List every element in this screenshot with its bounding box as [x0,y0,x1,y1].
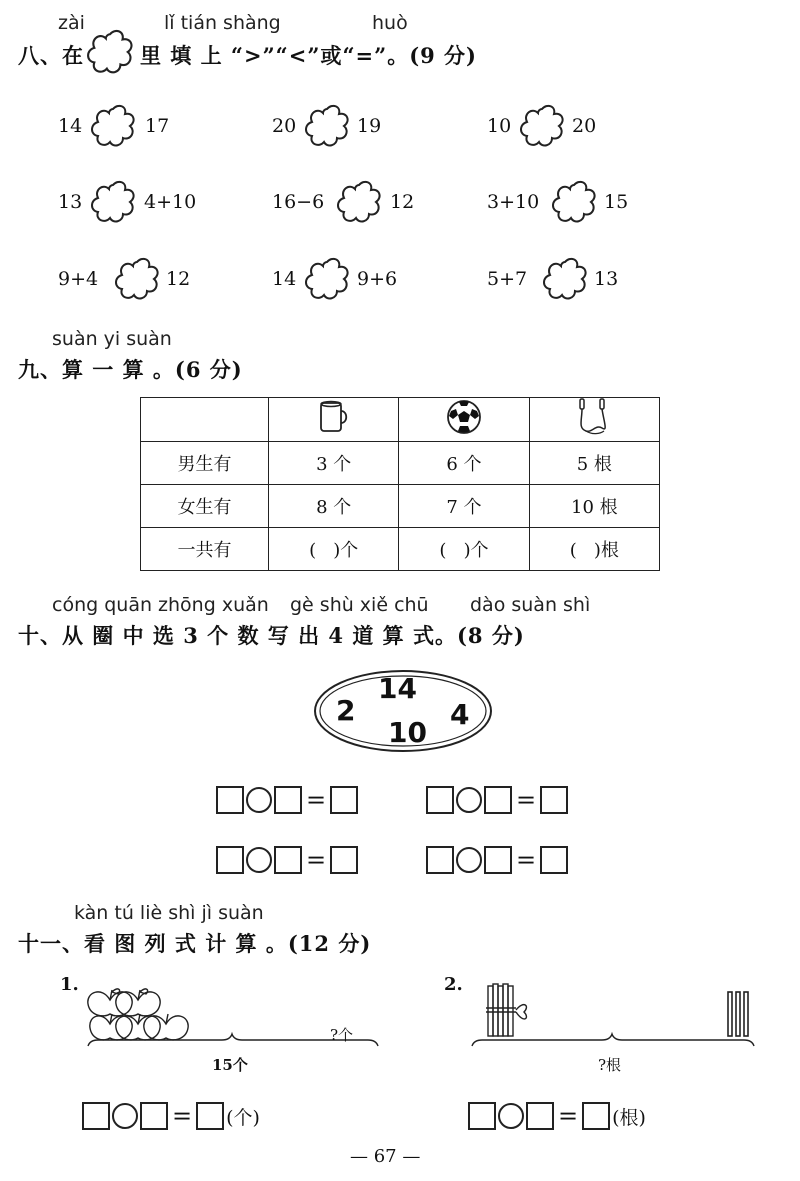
compare-right: 4+10 [144,191,197,213]
operator-circle[interactable] [246,787,272,813]
compare-left: 14 [58,115,83,137]
equals-sign: = [516,786,537,814]
compare-left: 10 [487,115,512,137]
equation-template [468,1102,646,1130]
compare-right: 19 [357,115,382,137]
answer-box[interactable] [330,786,358,814]
circle-number: 2 [336,694,356,727]
stick-bundle-icon [486,984,526,1036]
operator-circle[interactable] [112,1103,138,1129]
flower-blank-icon [86,28,134,76]
compare-right: 13 [594,268,619,290]
total-answer-cell[interactable]: ( )个 [399,528,529,571]
answer-box[interactable] [484,786,512,814]
pinyin-dao-suan-shi: dào suàn shì [470,594,591,616]
sticks-diagram [466,978,760,1048]
equals-sign: = [172,1102,193,1130]
section10-heading: 十、从 圈 中 选 3 个 数 写 出 4 道 算 式。(8 分) [18,623,525,648]
flower-answer-slot[interactable] [114,256,160,302]
pinyin-li-tian-shang: lǐ tián shàng [164,12,281,34]
flower-answer-slot[interactable] [90,179,136,225]
compare-left: 16−6 [272,191,325,213]
answer-box[interactable] [140,1102,168,1130]
pinyin-ge-shu-xie-chu: gè shù xiě chū [290,594,429,616]
flower-answer-slot[interactable] [90,103,136,149]
compare-right: 12 [390,191,415,213]
section8-heading-end: 里 填 上 “>”“<”或“=”。(9 分) [140,43,477,68]
compare-left: 13 [58,191,83,213]
loose-sticks-icon [728,992,748,1036]
answer-box[interactable] [426,846,454,874]
flower-answer-slot[interactable] [336,179,382,225]
apple-icon [116,989,160,1016]
row-label-boys: 男生有 [141,442,269,485]
operator-circle[interactable] [456,847,482,873]
answer-box[interactable] [330,846,358,874]
unit-label: (根) [612,1106,646,1129]
total-answer-cell[interactable]: ( )根 [529,528,659,571]
answer-box[interactable] [196,1102,224,1130]
answer-box[interactable] [216,846,244,874]
answer-box[interactable] [216,786,244,814]
section11-heading: 十一、看 图 列 式 计 算 。(12 分) [18,931,372,956]
cup-icon [317,399,351,435]
total-answer-cell[interactable]: ( )个 [269,528,399,571]
table-cell: 3 个 [269,442,399,485]
pinyin-zai: zài [58,12,85,34]
rope-column-header [529,398,659,442]
compare-right: 15 [604,191,629,213]
table-cell: 7 个 [399,485,529,528]
table-cell: 10 根 [529,485,659,528]
problem-number: 2. [444,974,463,995]
ball-column-header [399,398,529,442]
total-label: 15个 [212,1056,248,1074]
compare-left: 3+10 [487,191,540,213]
answer-box[interactable] [426,786,454,814]
compare-right: 17 [145,115,170,137]
circle-number: 14 [378,672,417,705]
cup-column-header [269,398,399,442]
table-cell: 8 个 [269,485,399,528]
equals-sign: = [558,1102,579,1130]
row-label-girls: 女生有 [141,485,269,528]
flower-answer-slot[interactable] [304,256,350,302]
jump-rope-icon [574,398,614,436]
problem-number: 1. [60,974,79,995]
answer-box[interactable] [540,846,568,874]
circle-number: 4 [450,698,470,731]
operator-circle[interactable] [246,847,272,873]
equals-sign: = [306,846,327,874]
compare-right: 20 [572,115,597,137]
answer-box[interactable] [540,786,568,814]
compare-right: 9+6 [357,268,398,290]
answer-box[interactable] [82,1102,110,1130]
flower-answer-slot[interactable] [551,179,597,225]
pinyin-kan-tu-lie-shi-ji-suan: kàn tú liè shì jì suàn [74,902,264,924]
equation-template [82,1102,260,1130]
answer-box[interactable] [526,1102,554,1130]
row-label-total: 一共有 [141,528,269,571]
equation-template [426,786,568,814]
compare-left: 9+4 [58,268,99,290]
answer-box[interactable] [274,846,302,874]
pinyin-huo: huò [372,12,408,34]
compare-left: 20 [272,115,297,137]
flower-answer-slot[interactable] [542,256,588,302]
apple-icon [144,1014,188,1040]
compare-left: 5+7 [487,268,528,290]
pinyin-suan-yi-suan: suàn yi suàn [52,328,172,350]
answer-box[interactable] [468,1102,496,1130]
question-label: ?根 [598,1056,622,1074]
flower-answer-slot[interactable] [519,103,565,149]
apple-icon [90,1014,132,1040]
apple-icon [116,1014,160,1040]
equation-template [426,846,568,874]
flower-answer-slot[interactable] [304,103,350,149]
circle-number: 10 [388,716,427,749]
equals-sign: = [516,846,537,874]
unit-label: (个) [226,1106,260,1129]
question-label: ?个 [330,1026,354,1044]
table-cell: 6 个 [399,442,529,485]
answer-box[interactable] [274,786,302,814]
operator-circle[interactable] [456,787,482,813]
tally-table [140,397,660,571]
page-number: — 67 — [350,1146,421,1167]
soccer-ball-icon [446,399,482,435]
answer-box[interactable] [582,1102,610,1130]
equation-template [216,786,358,814]
section9-heading: 九、算 一 算 。(6 分) [18,357,243,382]
answer-box[interactable] [484,846,512,874]
equals-sign: = [306,786,327,814]
operator-circle[interactable] [498,1103,524,1129]
pinyin-cong-quan-zhong-xuan: cóng quān zhōng xuǎn [52,594,269,616]
compare-left: 14 [272,268,297,290]
table-cell: 5 根 [529,442,659,485]
corner-cell [141,398,269,442]
equation-template [216,846,358,874]
section8-heading-start: 八、在 [18,43,84,68]
compare-right: 12 [166,268,191,290]
apple-icon [88,989,132,1016]
